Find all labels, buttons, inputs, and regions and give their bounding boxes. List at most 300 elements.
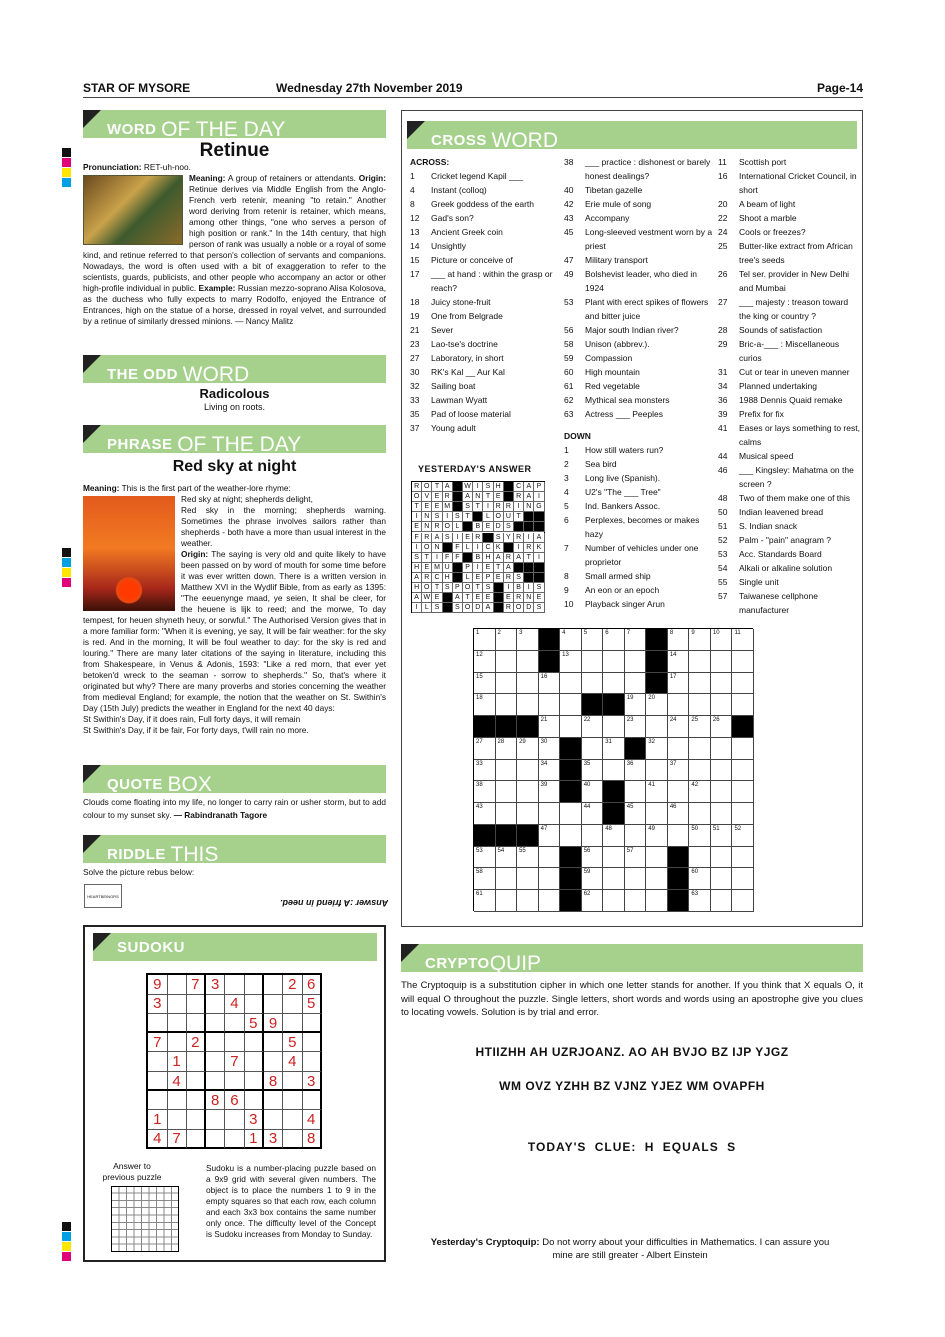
crossword-cell[interactable] xyxy=(689,847,711,869)
crossword-cell[interactable] xyxy=(496,825,518,847)
crossword-cell[interactable] xyxy=(539,890,561,912)
crossword-cell[interactable]: 1 xyxy=(474,629,496,651)
crossword-cell[interactable]: 7 xyxy=(625,629,647,651)
crossword-cell[interactable]: 36 xyxy=(625,760,647,782)
sudoku-cell[interactable]: 1 xyxy=(148,1110,168,1130)
sudoku-cell[interactable] xyxy=(245,1091,265,1111)
sudoku-cell[interactable]: 2 xyxy=(187,1033,207,1053)
sudoku-cell[interactable]: 9 xyxy=(148,975,168,995)
sudoku-cell[interactable] xyxy=(167,1110,187,1130)
clue-item: 8 Greek goddess of the earth xyxy=(410,199,535,209)
crossword-cell[interactable] xyxy=(560,738,582,760)
crossword-cell[interactable] xyxy=(560,781,582,803)
yesterday-cell: S xyxy=(443,583,453,593)
crossword-cell[interactable] xyxy=(539,847,561,869)
crossword-cell[interactable] xyxy=(496,890,518,912)
crossword-cell[interactable]: 34 xyxy=(539,760,561,782)
yesterday-cell: I xyxy=(473,563,483,573)
sudoku-cell[interactable]: 4 xyxy=(283,1052,303,1072)
sudoku-cell[interactable] xyxy=(148,1014,168,1034)
crossword-cell[interactable] xyxy=(625,868,647,890)
crossword-cell[interactable] xyxy=(603,890,625,912)
crossword-cell[interactable] xyxy=(539,694,561,716)
crossword-cell[interactable] xyxy=(582,738,604,760)
sudoku-cell[interactable] xyxy=(302,1052,322,1072)
riddle-text: Solve the picture rebus below: xyxy=(83,867,195,877)
sudoku-cell[interactable]: 3 xyxy=(302,1072,322,1092)
crossword-cell[interactable] xyxy=(711,738,733,760)
yesterday-cell: N xyxy=(432,543,442,553)
crossword-cell[interactable] xyxy=(711,868,733,890)
sudoku-cell[interactable] xyxy=(167,975,187,995)
sudoku-cell[interactable]: 8 xyxy=(206,1091,226,1111)
yesterday-cell: E xyxy=(483,593,493,603)
crossword-cell[interactable] xyxy=(668,847,690,869)
crossword-cell[interactable] xyxy=(646,673,668,695)
crossword-cell[interactable]: 62 xyxy=(582,890,604,912)
sudoku-cell[interactable] xyxy=(187,1110,207,1130)
crossword-cell[interactable]: 37 xyxy=(668,760,690,782)
crossword-cell[interactable] xyxy=(582,651,604,673)
crossword-cell[interactable] xyxy=(517,760,539,782)
crossword-cell[interactable] xyxy=(711,760,733,782)
yesterday-cell: I xyxy=(514,502,524,512)
crossword-cell[interactable] xyxy=(689,803,711,825)
sudoku-cell[interactable] xyxy=(206,1072,226,1092)
sudoku-cell[interactable]: 3 xyxy=(148,994,168,1014)
page-number: Page-14 xyxy=(816,81,863,95)
yesterday-cell: N xyxy=(422,512,432,522)
issue-date: Wednesday 27th November 2019 xyxy=(276,81,463,95)
crossword-cell[interactable] xyxy=(496,673,518,695)
crossword-cell[interactable] xyxy=(732,803,754,825)
crossword-cell[interactable]: 58 xyxy=(474,868,496,890)
yesterday-cell: L xyxy=(483,512,493,522)
crossword-cell[interactable]: 44 xyxy=(582,803,604,825)
crossword-cell[interactable] xyxy=(668,694,690,716)
crossword-cell[interactable] xyxy=(560,825,582,847)
crossword-cell[interactable]: 29 xyxy=(517,738,539,760)
sudoku-cell[interactable]: 1 xyxy=(167,1052,187,1072)
crossword-cell[interactable] xyxy=(711,694,733,716)
crossword-cell[interactable]: 33 xyxy=(474,760,496,782)
sudoku-cell[interactable]: 3 xyxy=(245,1110,265,1130)
crossword-cell[interactable]: 43 xyxy=(474,803,496,825)
crossword-cell[interactable]: 38 xyxy=(474,781,496,803)
sudoku-cell[interactable] xyxy=(187,1072,207,1092)
crossword-cell[interactable]: 9 xyxy=(689,629,711,651)
crossword-cell[interactable] xyxy=(603,781,625,803)
yesterday-cell: I xyxy=(412,512,422,522)
sudoku-cell[interactable] xyxy=(167,1091,187,1111)
yesterday-cell: R xyxy=(504,502,514,512)
crossword-cell[interactable] xyxy=(646,847,668,869)
crossword-cell[interactable]: 53 xyxy=(474,847,496,869)
crossword-cell[interactable] xyxy=(517,803,539,825)
sudoku-cell[interactable] xyxy=(225,1129,245,1149)
sudoku-cell[interactable] xyxy=(148,1052,168,1072)
sudoku-cell[interactable] xyxy=(206,1033,226,1053)
crossword-cell[interactable] xyxy=(625,825,647,847)
sudoku-cell[interactable] xyxy=(148,1091,168,1111)
sudoku-cell[interactable] xyxy=(245,994,265,1014)
crossword-cell[interactable]: 11 xyxy=(732,629,754,651)
yesterday-cell: I xyxy=(514,543,524,553)
crossword-cell[interactable] xyxy=(496,760,518,782)
crossword-cell[interactable]: 4 xyxy=(560,629,582,651)
crossword-cell[interactable]: 13 xyxy=(560,651,582,673)
crossword-cell[interactable] xyxy=(646,803,668,825)
sudoku-cell[interactable] xyxy=(148,1072,168,1092)
crossword-cell[interactable] xyxy=(689,738,711,760)
clue-item: 60 High mountain xyxy=(564,367,640,377)
crossword-cell[interactable] xyxy=(732,890,754,912)
crossword-cell[interactable] xyxy=(711,781,733,803)
crossword-cell[interactable]: 40 xyxy=(582,781,604,803)
crossword-cell[interactable] xyxy=(496,868,518,890)
sudoku-cell[interactable] xyxy=(264,1033,284,1053)
crossword-cell[interactable]: 32 xyxy=(646,738,668,760)
sudoku-cell[interactable]: 6 xyxy=(225,1091,245,1111)
crossword-cell[interactable] xyxy=(646,629,668,651)
sudoku-cell[interactable]: 6 xyxy=(302,975,322,995)
crossword-cell[interactable]: 18 xyxy=(474,694,496,716)
crossword-cell[interactable] xyxy=(539,651,561,673)
crossword-cell[interactable] xyxy=(732,738,754,760)
crossword-cell[interactable] xyxy=(711,890,733,912)
crossword-cell[interactable] xyxy=(646,760,668,782)
sudoku-answer-label: Answer to previous puzzle xyxy=(102,1161,162,1182)
crossword-cell[interactable]: 56 xyxy=(582,847,604,869)
sudoku-cell[interactable] xyxy=(167,994,187,1014)
crossword-cell[interactable]: 46 xyxy=(668,803,690,825)
crossword-cell[interactable] xyxy=(625,651,647,673)
crossword-cell[interactable]: 5 xyxy=(582,629,604,651)
sudoku-grid[interactable] xyxy=(146,973,322,1149)
crossword-cell[interactable] xyxy=(732,868,754,890)
crossword-cell[interactable] xyxy=(668,738,690,760)
sudoku-cell[interactable] xyxy=(283,1129,303,1149)
crossword-cell[interactable] xyxy=(560,760,582,782)
crossword-cell[interactable] xyxy=(603,803,625,825)
sudoku-cell[interactable] xyxy=(245,1052,265,1072)
clue-item: 17 ___ at hand : within the grasp or reach? xyxy=(410,269,553,293)
yesterday-cell: R xyxy=(514,492,524,502)
sudoku-cell[interactable]: 4 xyxy=(302,1110,322,1130)
crossword-cell[interactable]: 54 xyxy=(496,847,518,869)
crossword-cell[interactable] xyxy=(539,629,561,651)
crossword-cell[interactable]: 23 xyxy=(625,716,647,738)
sudoku-cell[interactable] xyxy=(206,1014,226,1034)
sudoku-cell[interactable] xyxy=(187,1014,207,1034)
crossword-cell[interactable] xyxy=(732,651,754,673)
sudoku-cell[interactable] xyxy=(264,975,284,995)
yesterday-cell: V xyxy=(422,492,432,502)
crossword-cell[interactable] xyxy=(711,651,733,673)
crossword-cell[interactable] xyxy=(646,868,668,890)
crossword-cell[interactable] xyxy=(625,890,647,912)
sudoku-cell[interactable] xyxy=(283,1014,303,1034)
sudoku-cell[interactable] xyxy=(206,1052,226,1072)
sudoku-cell[interactable]: 8 xyxy=(264,1072,284,1092)
crossword-cell[interactable]: 21 xyxy=(539,716,561,738)
sudoku-cell[interactable] xyxy=(167,1014,187,1034)
crossword-cell[interactable] xyxy=(668,825,690,847)
crossword-cell[interactable] xyxy=(689,760,711,782)
crossword-cell[interactable] xyxy=(668,868,690,890)
sudoku-cell[interactable] xyxy=(225,1110,245,1130)
crossword-cell[interactable]: 52 xyxy=(732,825,754,847)
crossword-cell[interactable]: 19 xyxy=(625,694,647,716)
crossword-cell[interactable]: 63 xyxy=(689,890,711,912)
sudoku-cell[interactable] xyxy=(206,994,226,1014)
yesterday-cell: I xyxy=(453,533,463,543)
crossword-cell[interactable] xyxy=(603,868,625,890)
crossword-cell[interactable] xyxy=(560,673,582,695)
clue-item: 50 Indian leavened bread xyxy=(718,507,824,517)
sudoku-cell[interactable]: 4 xyxy=(225,994,245,1014)
yesterday-cell: E xyxy=(463,533,473,543)
yesterday-cell: C xyxy=(483,543,493,553)
sudoku-cell[interactable]: 3 xyxy=(206,975,226,995)
crossword-cell[interactable] xyxy=(496,651,518,673)
crossword-cell[interactable]: 24 xyxy=(668,716,690,738)
crossword-cell[interactable]: 60 xyxy=(689,868,711,890)
crossword-cell[interactable]: 3 xyxy=(517,629,539,651)
crossword-cell[interactable] xyxy=(732,694,754,716)
crossword-cell[interactable] xyxy=(732,673,754,695)
crossword-cell[interactable] xyxy=(668,781,690,803)
crossword-cell[interactable] xyxy=(560,890,582,912)
sudoku-cell[interactable] xyxy=(206,1129,226,1149)
crossword-cell[interactable] xyxy=(582,825,604,847)
crossword-cell[interactable]: 17 xyxy=(668,673,690,695)
yesterday-cell: A xyxy=(504,563,514,573)
crossword-cell[interactable] xyxy=(517,868,539,890)
sudoku-cell[interactable] xyxy=(283,1072,303,1092)
odd-word-meaning: Living on roots. xyxy=(203,402,266,412)
crossword-cell[interactable] xyxy=(646,716,668,738)
sudoku-cell[interactable] xyxy=(283,1110,303,1130)
sudoku-cell[interactable]: 4 xyxy=(167,1072,187,1092)
crossword-cell[interactable]: 25 xyxy=(689,716,711,738)
crossword-cell[interactable]: 47 xyxy=(539,825,561,847)
sudoku-cell[interactable] xyxy=(187,1091,207,1111)
crossword-cell[interactable] xyxy=(646,651,668,673)
clue-item: 49 Bolshevist leader, who died in 1924 xyxy=(564,269,697,293)
crossword-cell[interactable]: 51 xyxy=(711,825,733,847)
crossword-cell[interactable] xyxy=(732,847,754,869)
sudoku-cell[interactable] xyxy=(225,1072,245,1092)
sudoku-cell[interactable] xyxy=(225,1033,245,1053)
crossword-cell[interactable] xyxy=(625,738,647,760)
sudoku-cell[interactable] xyxy=(245,1072,265,1092)
crossword-cell[interactable] xyxy=(603,716,625,738)
clue-item: 27 Laboratory, in short xyxy=(410,353,504,363)
crossword-cell[interactable] xyxy=(582,694,604,716)
sudoku-cell[interactable]: 9 xyxy=(264,1014,284,1034)
yesterday-cell: S xyxy=(494,533,504,543)
crossword-cell[interactable] xyxy=(539,868,561,890)
crossword-cell[interactable]: 16 xyxy=(539,673,561,695)
yesterday-cell xyxy=(514,563,524,573)
crossword-cell[interactable]: 8 xyxy=(668,629,690,651)
clue-item: 23 Lao-tse's doctrine xyxy=(410,339,498,349)
crossword-cell[interactable]: 48 xyxy=(603,825,625,847)
down-clues-col3 xyxy=(718,155,860,617)
yesterday-cell xyxy=(463,553,473,563)
sudoku-cell[interactable] xyxy=(206,1110,226,1130)
sudoku-cell[interactable]: 1 xyxy=(245,1129,265,1149)
crossword-cell[interactable]: 41 xyxy=(646,781,668,803)
crossword-cell[interactable] xyxy=(517,651,539,673)
crossword-cell[interactable] xyxy=(496,694,518,716)
sudoku-cell[interactable] xyxy=(264,1110,284,1130)
phrase-title: Red sky at night xyxy=(172,458,297,475)
crossword-cell[interactable] xyxy=(668,890,690,912)
crossword-cell[interactable]: 28 xyxy=(496,738,518,760)
sudoku-cell[interactable] xyxy=(283,1091,303,1111)
crossword-cell[interactable] xyxy=(603,760,625,782)
crossword-cell[interactable] xyxy=(560,694,582,716)
crossword-cell[interactable] xyxy=(496,716,518,738)
sudoku-cell[interactable]: 5 xyxy=(302,994,322,1014)
crossword-cell[interactable]: 14 xyxy=(668,651,690,673)
sudoku-cell[interactable]: 2 xyxy=(283,975,303,995)
yesterday-cell: T xyxy=(524,553,534,563)
clue-item: 44 Musical speed xyxy=(718,451,794,461)
crossword-cell[interactable] xyxy=(603,673,625,695)
sudoku-cell[interactable]: 5 xyxy=(245,1014,265,1034)
crossword-cell[interactable] xyxy=(625,781,647,803)
crossword-cell[interactable]: 20 xyxy=(646,694,668,716)
sudoku-cell[interactable] xyxy=(187,994,207,1014)
crossword-cell[interactable] xyxy=(496,803,518,825)
crossword-cell[interactable]: 42 xyxy=(689,781,711,803)
yesterday-cell: R xyxy=(514,593,524,603)
sudoku-cell[interactable] xyxy=(264,994,284,1014)
crossword-cell[interactable] xyxy=(496,781,518,803)
sudoku-cell[interactable] xyxy=(302,1033,322,1053)
crossword-cell[interactable]: 12 xyxy=(474,651,496,673)
crossword-cell[interactable] xyxy=(689,673,711,695)
crossword-cell[interactable] xyxy=(689,694,711,716)
crossword-cell[interactable]: 27 xyxy=(474,738,496,760)
sudoku-cell[interactable]: 7 xyxy=(167,1129,187,1149)
crossword-cell[interactable] xyxy=(603,694,625,716)
clue-item: 11 Scottish port xyxy=(718,157,787,167)
crossword-cell[interactable]: 55 xyxy=(517,847,539,869)
crossword-cell[interactable]: 61 xyxy=(474,890,496,912)
sudoku-cell[interactable] xyxy=(187,1129,207,1149)
crossword-cell[interactable]: 22 xyxy=(582,716,604,738)
sudoku-cell[interactable]: 7 xyxy=(148,1033,168,1053)
crossword-cell[interactable] xyxy=(517,673,539,695)
sudoku-cell[interactable] xyxy=(167,1033,187,1053)
crossword-cell[interactable] xyxy=(517,716,539,738)
clue-item: 21 Sever xyxy=(410,325,454,335)
crossword-cell[interactable] xyxy=(732,781,754,803)
sudoku-cell[interactable] xyxy=(187,1052,207,1072)
across-clues-col1: ACROSS: 1 Cricket legend Kapil ___ 4 Instant (colloq) 8 Greek goddess of the earth 12 Gad's son? 13 Ancient Greek coin 14 Unsightly 15 Picture or conceive of 17 ___ at hand : within the grasp or reach? 18 Juicy stone-fruit 19 One from Belgrade 21 Sever 23 Lao-tse's doctrine 27 Laboratory, in short 30 RK's Kal __ Aur Kal 32 Sailing boat 33 Lawman Wyatt 35 Pad of loose material 37 Young adult xyxy=(410,155,560,435)
crossword-cell[interactable]: 6 xyxy=(603,629,625,651)
crossword-cell[interactable] xyxy=(560,803,582,825)
sudoku-cell[interactable]: 8 xyxy=(302,1129,322,1149)
crossword-cell[interactable]: 35 xyxy=(582,760,604,782)
crossword-cell[interactable]: 45 xyxy=(625,803,647,825)
sudoku-cell[interactable]: 7 xyxy=(187,975,207,995)
sudoku-cell[interactable] xyxy=(264,1052,284,1072)
crossword-cell[interactable] xyxy=(582,673,604,695)
crossword-cell[interactable]: 30 xyxy=(539,738,561,760)
yesterday-cell xyxy=(524,573,534,583)
crossword-cell[interactable] xyxy=(711,803,733,825)
crossword-cell[interactable]: 57 xyxy=(625,847,647,869)
crossword-cell[interactable] xyxy=(625,673,647,695)
crossword-cell[interactable] xyxy=(517,781,539,803)
word-of-day-title: Retinue xyxy=(199,140,270,161)
crossword-cell[interactable] xyxy=(603,651,625,673)
crossword-cell[interactable] xyxy=(711,847,733,869)
crossword-cell[interactable] xyxy=(732,716,754,738)
yesterday-cell: H xyxy=(443,573,453,583)
sudoku-cell[interactable]: 7 xyxy=(225,1052,245,1072)
crossword-cell[interactable]: 59 xyxy=(582,868,604,890)
crossword-cell[interactable]: 50 xyxy=(689,825,711,847)
crossword-cell[interactable] xyxy=(474,825,496,847)
crossword-cell[interactable]: 39 xyxy=(539,781,561,803)
crossword-grid[interactable] xyxy=(473,628,753,911)
crossword-cell[interactable]: 31 xyxy=(603,738,625,760)
crossword-cell[interactable] xyxy=(711,673,733,695)
crossword-cell[interactable] xyxy=(560,716,582,738)
crossword-cell[interactable]: 2 xyxy=(496,629,518,651)
crossword-cell[interactable] xyxy=(732,760,754,782)
sudoku-cell[interactable] xyxy=(245,1033,265,1053)
clue-item: 20 A beam of light xyxy=(718,199,796,209)
sudoku-cell[interactable] xyxy=(283,994,303,1014)
crossword-cell[interactable] xyxy=(689,651,711,673)
sudoku-cell[interactable] xyxy=(302,1091,322,1111)
sudoku-cell[interactable] xyxy=(245,975,265,995)
crossword-cell[interactable] xyxy=(603,847,625,869)
crossword-cell[interactable] xyxy=(517,825,539,847)
sudoku-cell[interactable]: 3 xyxy=(264,1129,284,1149)
sudoku-cell[interactable]: 5 xyxy=(283,1033,303,1053)
yesterday-cell: I xyxy=(412,603,422,613)
yesterday-cell xyxy=(534,522,544,532)
sudoku-cell[interactable] xyxy=(302,1014,322,1034)
crossword-cell[interactable] xyxy=(517,890,539,912)
sudoku-cell[interactable] xyxy=(225,975,245,995)
sudoku-cell[interactable]: 4 xyxy=(148,1129,168,1149)
crossword-cell[interactable] xyxy=(474,716,496,738)
clue-item: 19 One from Belgrade xyxy=(410,311,503,321)
clue-item: 63 Actress ___ Peeples xyxy=(564,409,663,419)
crossword-cell[interactable] xyxy=(560,847,582,869)
yesterday-cell: U xyxy=(443,563,453,573)
crossword-cell[interactable]: 49 xyxy=(646,825,668,847)
crossword-cell[interactable] xyxy=(646,890,668,912)
crossword-cell[interactable]: 15 xyxy=(474,673,496,695)
crossword-cell[interactable] xyxy=(560,868,582,890)
crossword-cell[interactable]: 26 xyxy=(711,716,733,738)
crossword-cell[interactable] xyxy=(517,694,539,716)
crossword-cell[interactable]: 10 xyxy=(711,629,733,651)
sudoku-cell[interactable] xyxy=(264,1091,284,1111)
crossword-cell[interactable] xyxy=(539,803,561,825)
sudoku-cell[interactable] xyxy=(225,1014,245,1034)
